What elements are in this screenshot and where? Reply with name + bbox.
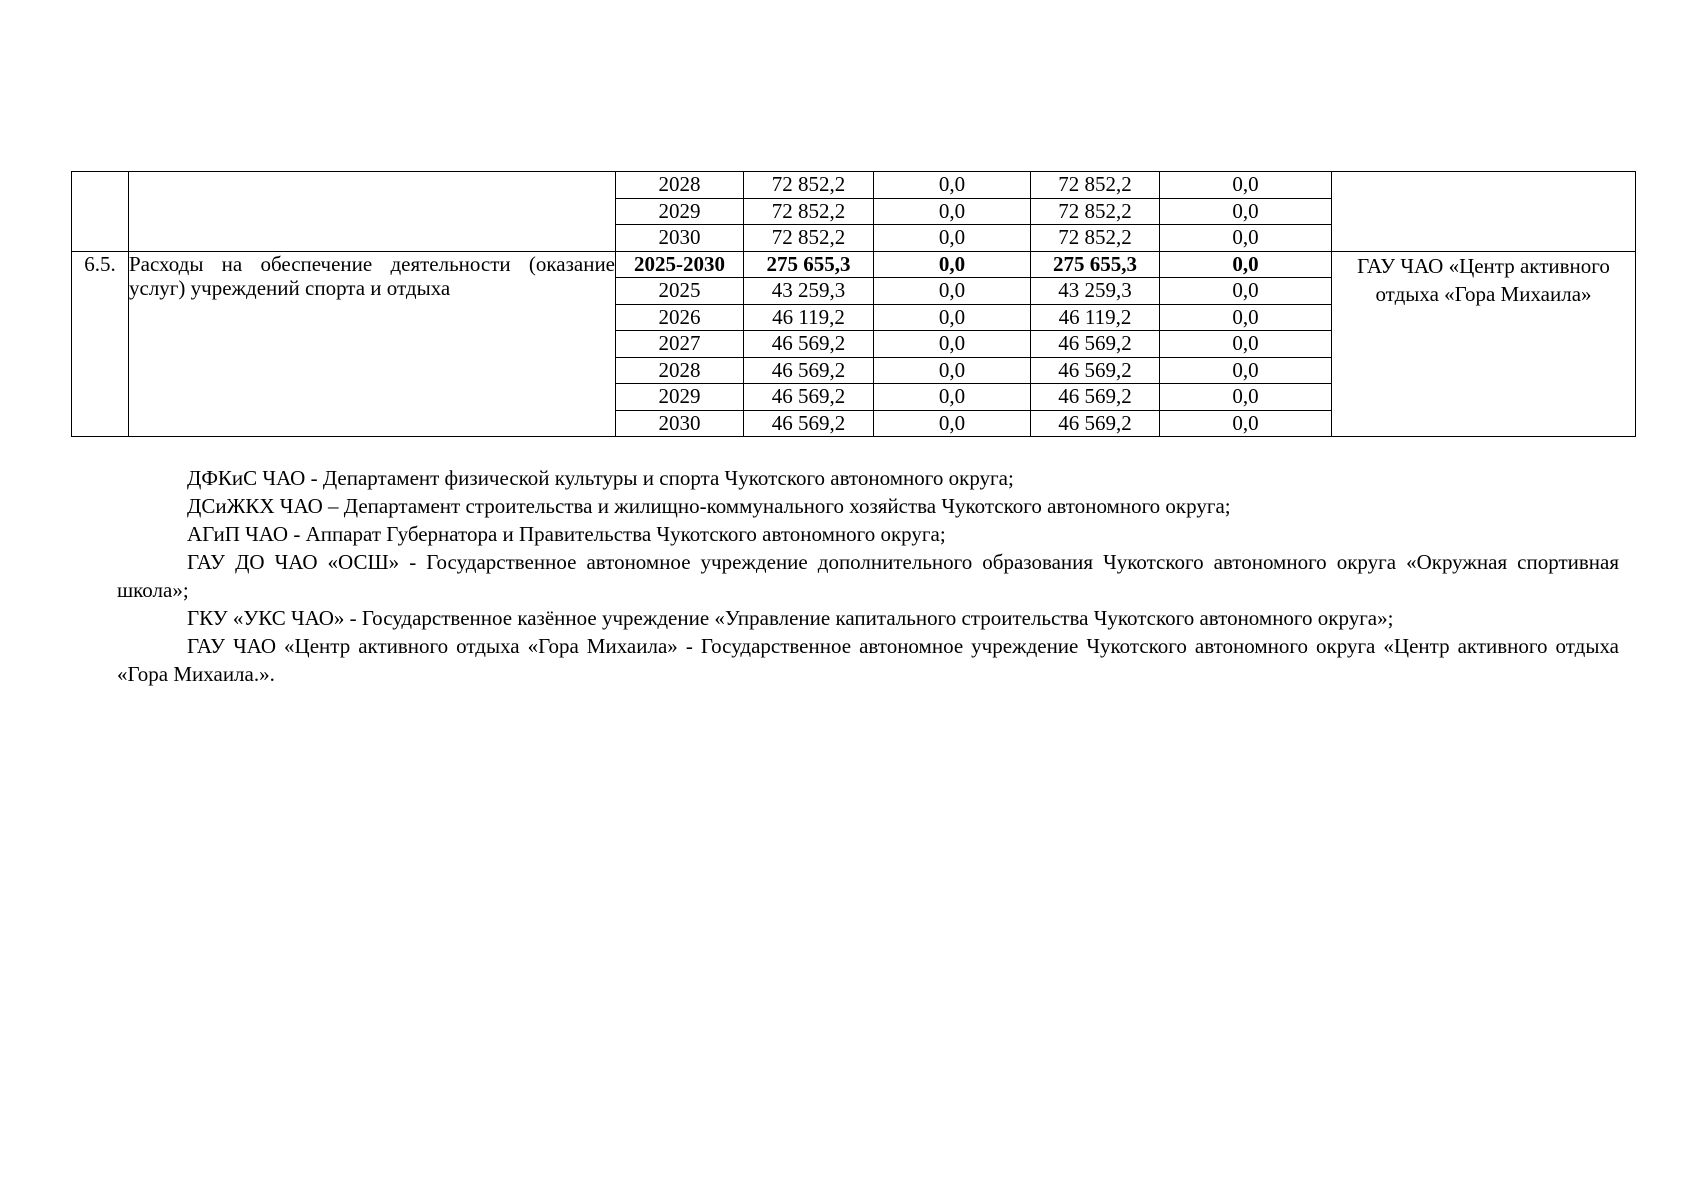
- other-cell: 0,0: [1160, 278, 1332, 305]
- federal-cell: 0,0: [874, 198, 1031, 225]
- other-cell: 0,0: [1160, 198, 1332, 225]
- regional-cell: 72 852,2: [1031, 198, 1160, 225]
- year-cell: 2026: [616, 304, 744, 331]
- note-gku-uks: ГКУ «УКС ЧАО» - Государственное казённое учреждение «Управление капитального строительства Чукотского автономного округа»;: [187, 606, 1394, 630]
- regional-cell: 72 852,2: [1031, 225, 1160, 252]
- year-cell: 2030: [616, 225, 744, 252]
- federal-cell: 0,0: [874, 251, 1031, 278]
- year-cell: 2029: [616, 384, 744, 411]
- regional-cell: 46 569,2: [1031, 357, 1160, 384]
- note-agip: АГиП ЧАО - Аппарат Губернатора и Правительства Чукотского автономного округа;: [187, 522, 946, 546]
- year-cell: 2028: [616, 357, 744, 384]
- other-cell: 0,0: [1160, 331, 1332, 358]
- federal-cell: 0,0: [874, 331, 1031, 358]
- prev-number-cell: [72, 172, 129, 252]
- table-row: [72, 172, 1636, 199]
- item-name-cell: Расходы на обеспечение деятельности (оказание услуг) учреждений спорта и отдыха: [129, 251, 616, 437]
- other-cell: 0,0: [1160, 172, 1332, 199]
- note-gau-do-osh: ГАУ ДО ЧАО «ОСШ» - Государственное автономное учреждение дополнительного образования Чукотского автономного округа «Окружная спортивная школа»;: [117, 550, 1619, 602]
- regional-cell: 43 259,3: [1031, 278, 1160, 305]
- note-gau-gora-mikhaila: ГАУ ЧАО «Центр активного отдыха «Гора Михаила» - Государственное автономное учреждение Чукотского автономного округа «Центр активного отдыха «Гора Михаила.».: [117, 634, 1619, 686]
- item-number-cell: 6.5.: [72, 251, 129, 437]
- regional-cell: 46 569,2: [1031, 331, 1160, 358]
- federal-cell: 0,0: [874, 225, 1031, 252]
- other-cell: 0,0: [1160, 225, 1332, 252]
- year-cell: 2025: [616, 278, 744, 305]
- federal-cell: 0,0: [874, 304, 1031, 331]
- abbreviations-notes: [117, 464, 1619, 688]
- other-cell: 0,0: [1160, 410, 1332, 437]
- federal-cell: 0,0: [874, 172, 1031, 199]
- regional-cell: 72 852,2: [1031, 172, 1160, 199]
- note-dsizhkh: ДСиЖКХ ЧАО – Департамент строительства и жилищно-коммунального хозяйства Чукотского автономного округа;: [187, 494, 1231, 518]
- total-cell: 72 852,2: [744, 172, 874, 199]
- table-row: [72, 251, 1636, 278]
- total-cell: 43 259,3: [744, 278, 874, 305]
- note-dfkis: ДФКиС ЧАО - Департамент физической культуры и спорта Чукотского автономного округа;: [187, 466, 1014, 490]
- other-cell: 0,0: [1160, 251, 1332, 278]
- total-cell: 275 655,3: [744, 251, 874, 278]
- regional-cell: 275 655,3: [1031, 251, 1160, 278]
- federal-cell: 0,0: [874, 410, 1031, 437]
- year-cell: 2025-2030: [616, 251, 744, 278]
- total-cell: 72 852,2: [744, 198, 874, 225]
- prev-name-cell: [129, 172, 616, 252]
- other-cell: 0,0: [1160, 384, 1332, 411]
- federal-cell: 0,0: [874, 384, 1031, 411]
- regional-cell: 46 119,2: [1031, 304, 1160, 331]
- total-cell: 46 569,2: [744, 410, 874, 437]
- year-cell: 2027: [616, 331, 744, 358]
- year-cell: 2029: [616, 198, 744, 225]
- prev-responsible-cell: [1332, 172, 1636, 252]
- total-cell: 46 569,2: [744, 384, 874, 411]
- total-cell: 72 852,2: [744, 225, 874, 252]
- regional-cell: 46 569,2: [1031, 410, 1160, 437]
- federal-cell: 0,0: [874, 278, 1031, 305]
- other-cell: 0,0: [1160, 304, 1332, 331]
- total-cell: 46 119,2: [744, 304, 874, 331]
- item-responsible-cell: ГАУ ЧАО «Центр активного отдыха «Гора Михаила»: [1332, 251, 1636, 437]
- total-cell: 46 569,2: [744, 357, 874, 384]
- total-cell: 46 569,2: [744, 331, 874, 358]
- federal-cell: 0,0: [874, 357, 1031, 384]
- budget-table: [71, 171, 1636, 437]
- year-cell: 2030: [616, 410, 744, 437]
- year-cell: 2028: [616, 172, 744, 199]
- regional-cell: 46 569,2: [1031, 384, 1160, 411]
- other-cell: 0,0: [1160, 357, 1332, 384]
